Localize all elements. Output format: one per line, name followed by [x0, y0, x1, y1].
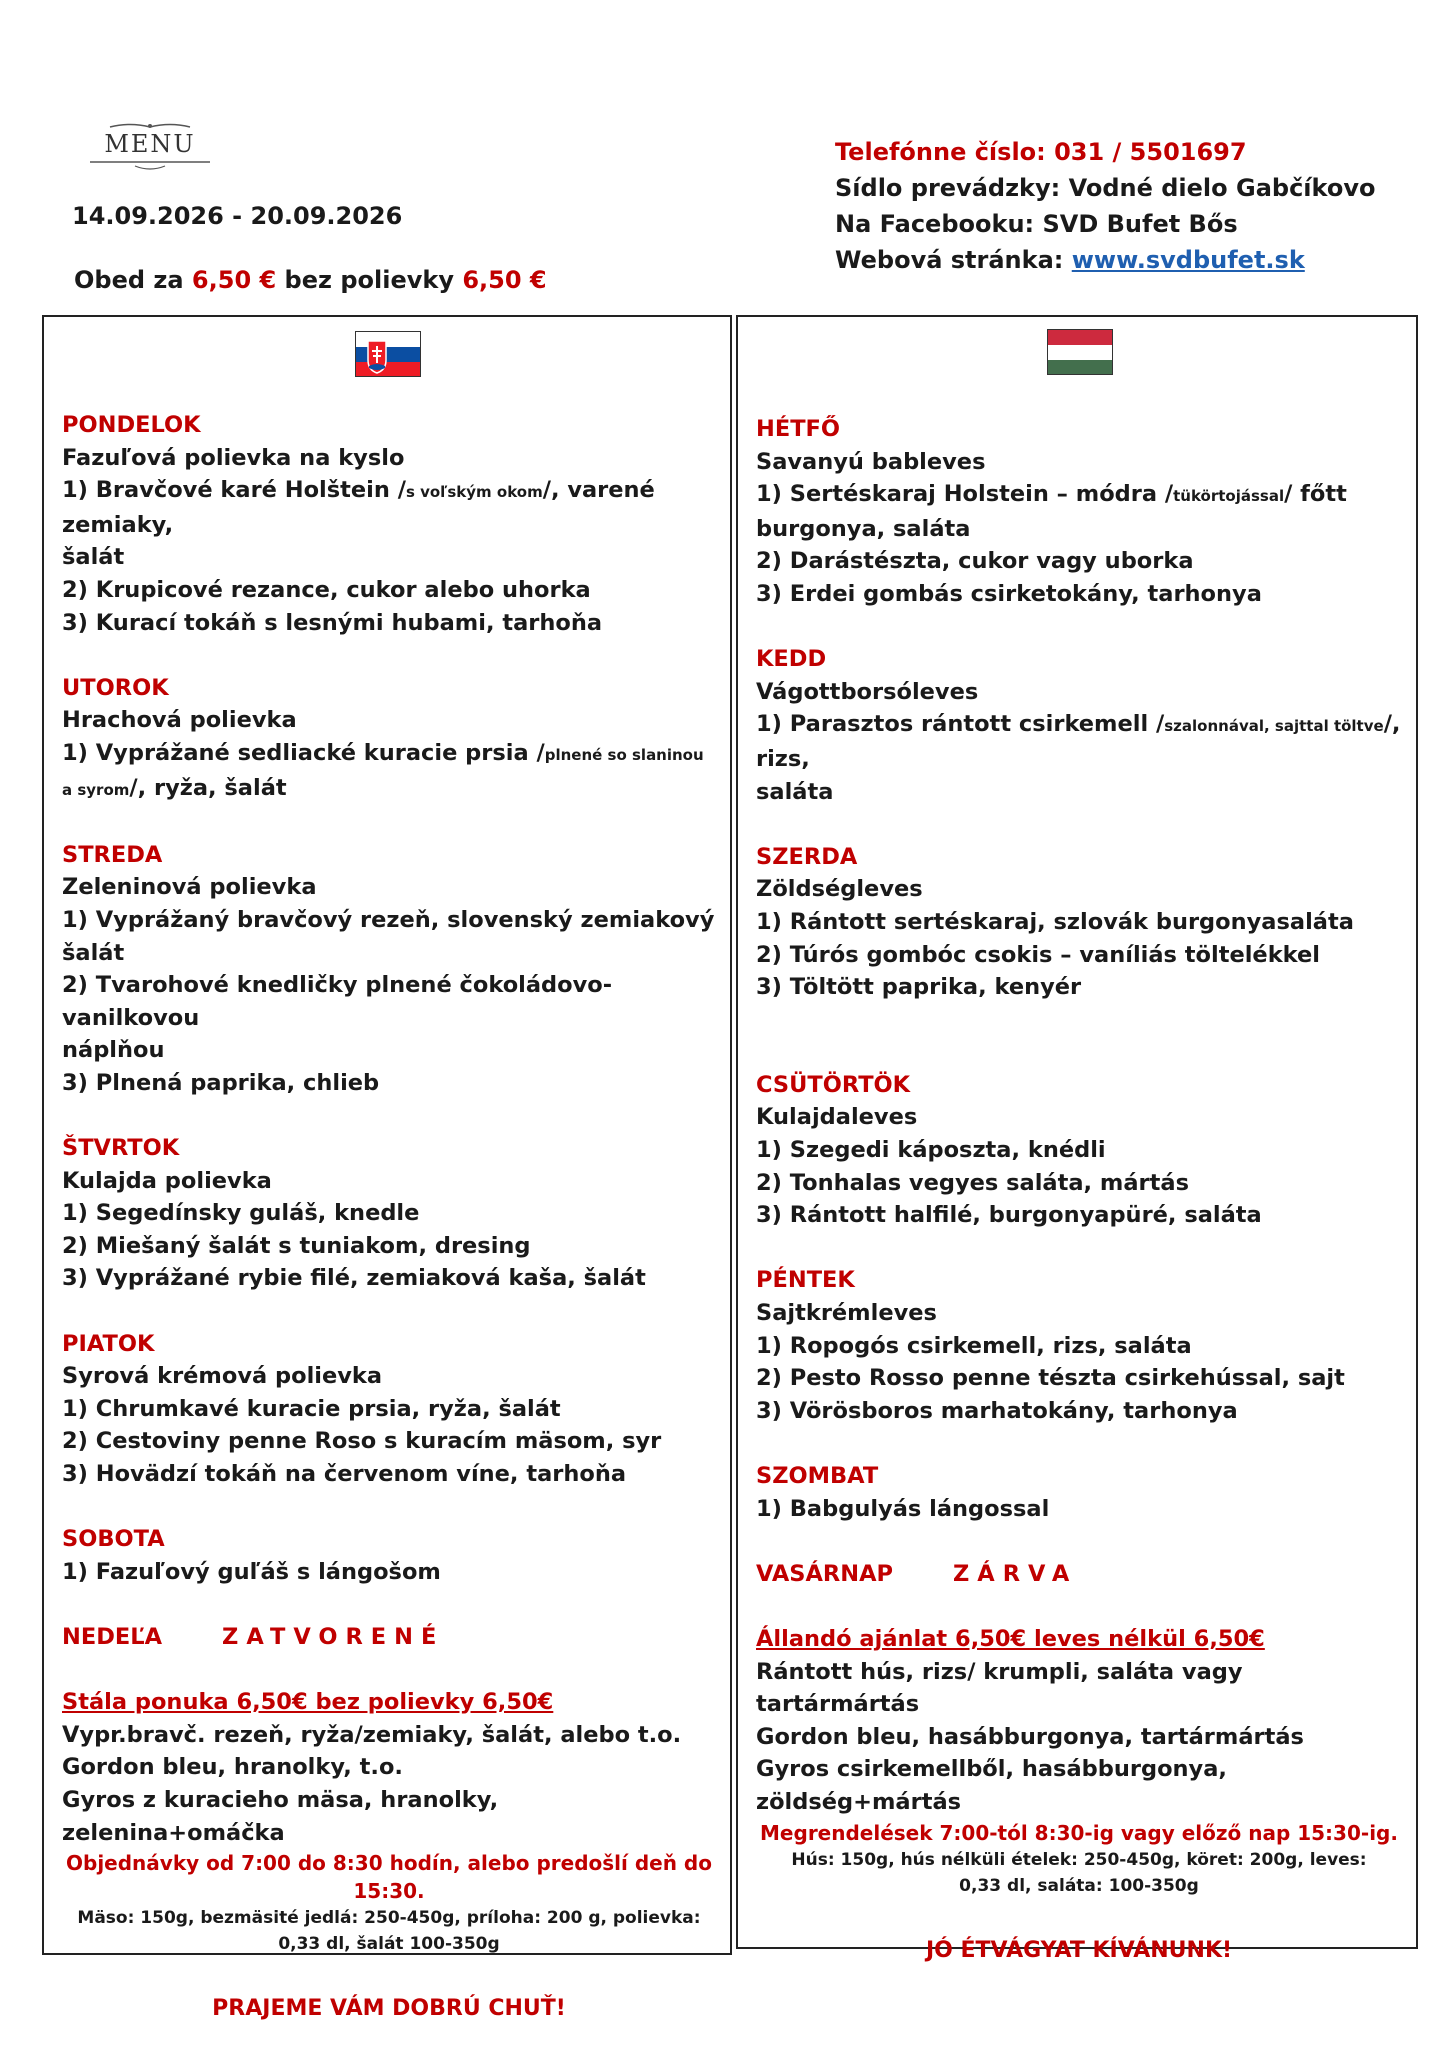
dish-line: 3) Rántott halfilé, burgonyapüré, saláta — [756, 1202, 1262, 1229]
hungary-flag-icon — [1047, 329, 1113, 375]
dish-line: šalát — [62, 544, 125, 571]
soup: Kulajdaleves — [756, 1104, 918, 1131]
dish-note: szalonnával, sajttal töltve — [1164, 717, 1384, 736]
dish-line: 2) Túrós gombóc csokis – vaníliás töltelékkel — [756, 941, 1320, 968]
dish-line: 2) Miešaný šalát s tuniakom, dresing — [62, 1232, 531, 1259]
website-line — [835, 242, 1375, 278]
slovakia-flag-icon — [355, 331, 421, 377]
dish-text: /, varené zemiaky, — [62, 477, 655, 538]
greeting: PRAJEME VÁM DOBRÚ CHUŤ! — [212, 1996, 566, 2022]
day-thursday: CSÜTÖRTÖK — [756, 1071, 911, 1098]
day-wednesday: STREDA — [62, 841, 163, 868]
day-friday: PÉNTEK — [756, 1267, 855, 1294]
dish-line: 3) Kurací tokáň s lesnými hubami, tarhoňa — [62, 609, 603, 636]
dish-line: burgonya, saláta — [756, 515, 971, 542]
dish-text: /, ryža, šalát — [129, 774, 287, 801]
dish-line: 2) Cestoviny penne Roso s kuracím mäsom, syr — [62, 1428, 662, 1455]
dish-line: 2) Pesto Rosso penne tészta csirkehússal, sajt — [756, 1365, 1345, 1392]
dish-note: s voľským okom — [405, 483, 543, 502]
standing-item: Gordon bleu, hranolky, t.o. — [62, 1754, 403, 1781]
price-mid: bez polievky — [276, 266, 463, 294]
dish-line — [756, 708, 1402, 775]
dish-line: 1) Segedínsky guláš, knedle — [62, 1200, 420, 1227]
dish-line: 1) Szegedi káposzta, knédli — [756, 1137, 1106, 1164]
day-thursday: ŠTVRTOK — [62, 1135, 180, 1162]
portion-weights: Hús: 150g, hús nélküli ételek: 250-450g, köret: 200g, leves: — [791, 1849, 1367, 1870]
soup: Vágottborsóleves — [756, 678, 979, 705]
portion-weights: 0,33 dl, šalát 100-350g — [278, 1934, 500, 1955]
sunday-line — [756, 1558, 1402, 1591]
dish-line — [62, 772, 716, 807]
greeting: JÓ ÉTVÁGYAT KÍVÁNUNK! — [925, 1937, 1233, 1963]
order-hours: Megrendelések 7:00-tól 8:30-ig vagy előző nap 15:30-ig. — [760, 1820, 1398, 1845]
standing-item: Gyros z kuracieho mäsa, hranolky, zelenina+omáčka — [62, 1786, 499, 1846]
soup: Kulajda polievka — [62, 1167, 272, 1194]
dish-line — [756, 478, 1402, 513]
slovak-menu-content — [62, 409, 716, 2026]
dish-line: 1) Fazuľový guľáš s lángošom — [62, 1558, 441, 1585]
day-friday: PIATOK — [62, 1330, 155, 1357]
dish-text: 1) Bravčové karé Holštein / — [62, 477, 406, 504]
day-tuesday: KEDD — [756, 646, 827, 673]
dish-line: 3) Erdei gombás csirketokány, tarhonya — [756, 580, 1262, 607]
dish-line — [62, 737, 716, 772]
soup: Hrachová polievka — [62, 707, 297, 734]
dish-line: náplňou — [62, 1037, 165, 1064]
contact-block — [835, 134, 1375, 278]
day-monday: HÉTFŐ — [756, 416, 841, 442]
website-link[interactable]: www.svdbufet.sk — [1071, 246, 1305, 274]
phone-number: Telefónne číslo: 031 / 5501697 — [835, 138, 1247, 166]
day-monday: PONDELOK — [62, 412, 201, 438]
dish-line: 3) Töltött paprika, kenyér — [756, 974, 1082, 1001]
standing-item: Gordon bleu, hasábburgonya, tartármártás — [756, 1723, 1304, 1750]
soup: Savanyú bableves — [756, 448, 986, 475]
day-wednesday: SZERDA — [756, 843, 858, 870]
dish-line: 2) Tonhalas vegyes saláta, mártás — [756, 1169, 1189, 1196]
closed-label: ZÁRVA — [952, 1560, 1078, 1587]
website-label: Webová stránka: — [835, 246, 1072, 274]
day-tuesday: UTOROK — [62, 674, 169, 701]
lunch-price-line — [74, 266, 547, 294]
dish-line: 3) Vyprážané rybie filé, zemiaková kaša, šalát — [62, 1265, 646, 1292]
dish-line: 2) Krupicové rezance, cukor alebo uhorka — [62, 576, 591, 603]
dish-line: saláta — [756, 778, 834, 805]
sunday-line — [62, 1621, 716, 1654]
facebook: Na Facebooku: SVD Bufet Bős — [835, 210, 1238, 238]
dish-text: / főtt — [1284, 481, 1347, 508]
portion-weights: 0,33 dl, saláta: 100-350g — [959, 1875, 1199, 1896]
dish-line: 1) Chrumkavé kuracie prsia, ryža, šalát — [62, 1395, 561, 1422]
dish-text: 1) Parasztos rántott csirkemell / — [756, 711, 1165, 738]
hungarian-menu-panel — [736, 315, 1418, 1963]
dish-note: a syrom — [62, 780, 130, 799]
dish-line: 1) Vyprážaný bravčový rezeň, slovenský zemiakový šalát — [62, 906, 715, 966]
dish-text: /, rizs, — [756, 711, 1401, 772]
day-saturday: SOBOTA — [62, 1526, 165, 1553]
dish-text: 1) Vyprážané sedliacké kuracie prsia / — [62, 739, 545, 766]
soup: Syrová krémová polievka — [62, 1363, 383, 1390]
dish-line — [62, 474, 716, 541]
menu-logo — [80, 122, 220, 172]
dish-note: tükörtojással — [1173, 487, 1285, 506]
standing-item: Vypr.bravč. rezeň, ryža/zemiaky, šalát, alebo t.o. — [62, 1721, 682, 1748]
order-hours: Objednávky od 7:00 do 8:30 hodín, alebo predošlí deň do 15:30. — [66, 1851, 712, 1904]
soup: Zöldségleves — [756, 876, 923, 903]
dish-line: 3) Plnená paprika, chlieb — [62, 1069, 380, 1096]
price-prefix: Obed za — [74, 266, 192, 294]
location: Sídlo prevádzky: Vodné dielo Gabčíkovo — [835, 174, 1376, 202]
dish-line: 1) Ropogós csirkemell, rizs, saláta — [756, 1332, 1192, 1359]
slovak-menu-panel — [42, 315, 732, 2022]
standing-offer-title: Stála ponuka 6,50€ bez polievky 6,50€ — [62, 1689, 554, 1716]
soup: Fazuľová polievka na kyslo — [62, 444, 405, 471]
dish-line: 1) Babgulyás lángossal — [756, 1495, 1050, 1522]
menu-logo-text: MENU — [104, 130, 196, 158]
closed-label: ZATVORENÉ — [222, 1623, 445, 1650]
dish-text: 1) Sertéskaraj Holstein – módra / — [756, 481, 1174, 508]
dish-line: 3) Hovädzí tokáň na červenom víne, tarhoňa — [62, 1461, 627, 1487]
portion-weights: Mäso: 150g, bezmäsité jedlá: 250-450g, príloha: 200 g, polievka: — [77, 1908, 701, 1929]
dish-line: 3) Vörösboros marhatokány, tarhonya — [756, 1397, 1238, 1424]
week-dates: 14.09.2026 - 20.09.2026 — [72, 202, 403, 230]
hungarian-menu-content — [756, 413, 1402, 1967]
standing-item: Gyros csirkemellből, hasábburgonya, zöldség+mártás — [756, 1756, 1227, 1815]
day-sunday: NEDEĽA — [62, 1623, 162, 1650]
price-main: 6,50 € — [191, 266, 277, 294]
dish-line: 2) Tvarohové knedličky plnené čokoládovo-vanilkovou — [62, 972, 613, 1031]
standing-offer-title: Állandó ajánlat 6,50€ leves nélkül 6,50€ — [756, 1625, 1265, 1652]
price-nosoup: 6,50 € — [462, 266, 547, 294]
day-sunday: VASÁRNAP — [756, 1560, 893, 1587]
dish-line: 1) Rántott sertéskaraj, szlovák burgonyasaláta — [756, 908, 1354, 935]
day-saturday: SZOMBAT — [756, 1463, 879, 1489]
dish-line: 2) Darástészta, cukor vagy uborka — [756, 548, 1194, 575]
standing-item: Rántott hús, rizs/ krumpli, saláta vagy tartármártás — [756, 1658, 1243, 1718]
soup: Zeleninová polievka — [62, 874, 317, 901]
dish-note: plnené so slaninou — [544, 745, 704, 764]
soup: Sajtkrémleves — [756, 1300, 937, 1327]
